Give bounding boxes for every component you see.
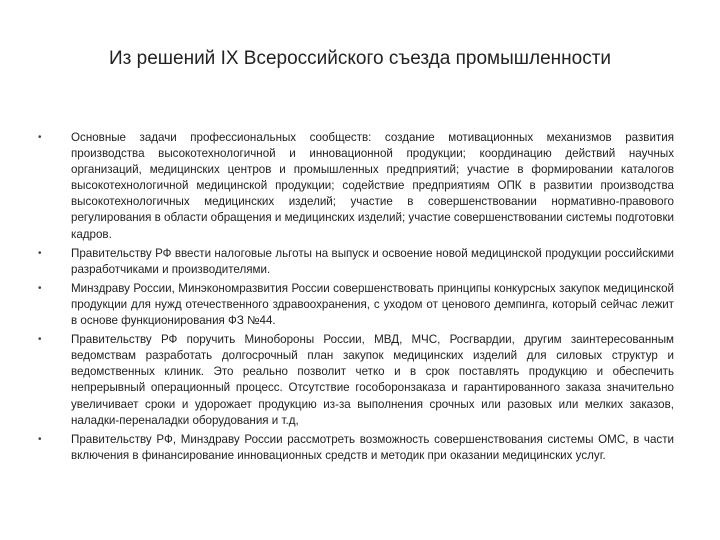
bullet-dot-icon: • xyxy=(38,132,42,143)
slide-title: Из решений IX Всероссийского съезда промышленности xyxy=(108,48,612,69)
bullet-text: Правительству РФ ввести налоговые льготы на выпуск и освоение новой медицинской продукции российскими разработчиками и производителями. xyxy=(71,246,674,276)
bullet-list xyxy=(38,130,674,467)
bullet-item xyxy=(38,246,674,278)
bullet-item xyxy=(38,332,674,429)
bullet-text: Основные задачи профессиональных сообществ: создание мотивационных механизмов развития производства высокотехнологичной и инновационной продукции; координацию действий научных организаций, медицинских центров и промышленных предприятий; участие в формировании каталогов высокотехнологичной медицинской продукции; содействие предприятиям ОПК в развитии производства высокотехнологичных медицинских изделий; участие в совершенствовании нормативно-правового регулирования в области обращения и медицинских изделий; участие совершенствовании системы подготовки кадров. xyxy=(71,131,674,241)
bullet-text: Правительству РФ, Минздраву России рассмотреть возможность совершенствования системы ОМС, в части включения в финансирование инновационных средств и методик при оказании медицинских услуг. xyxy=(71,432,674,462)
bullet-text: Правительству РФ поручить Минобороны России, МВД, МЧС, Росгвардии, другим заинтересованным ведомствам разработать долгосрочный план закупок медицинских изделий для силовых структур и ведомственных клиник. Это реально позволит четко и в срок поставлять продукцию и обеспечить непрерывный операционный процесс. Отсутствие гособоронзаказа и гарантированного заказа значительно увеличивает сроки и удорожает продукцию из-за выполнения срочных или разовых или мелких заказов, наладки-переналадки оборудования и т.д, xyxy=(71,333,674,427)
bullet-text: Минздраву России, Минэкономразвития России совершенствовать принципы конкурсных закупок медицинской продукции для нужд отечественного здравоохранения, с уходом от ценового демпинга, который сейчас лежит в основе функционирования ФЗ №44. xyxy=(71,281,674,328)
bullet-dot-icon: • xyxy=(38,433,42,445)
bullet-dot-icon: • xyxy=(38,282,42,294)
bullet-item xyxy=(38,130,674,243)
bullet-item xyxy=(38,432,674,464)
bullet-dot-icon: • xyxy=(38,247,42,259)
bullet-item xyxy=(38,281,674,329)
bullet-dot-icon: • xyxy=(38,334,42,346)
